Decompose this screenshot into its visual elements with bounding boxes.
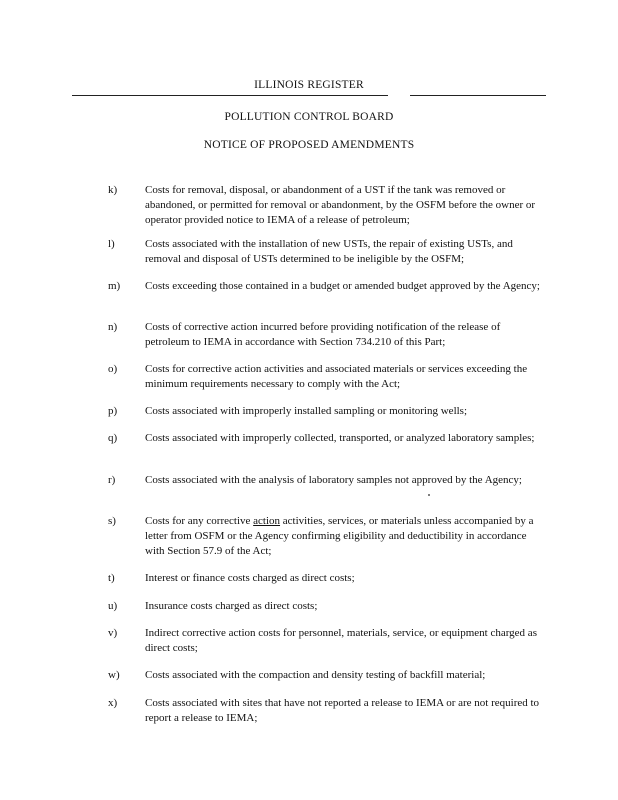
item-text: Costs exceeding those contained in a budget or amended budget approved by the Agency; (145, 280, 540, 292)
notice-title: NOTICE OF PROPOSED AMENDMENTS (203, 139, 415, 151)
item-text-after: activities, services, or materials unless accompanied by a letter from OSFM or the Agency confirming eligibility and deductibility in accordance with Section 57.9 of the Act; (145, 515, 534, 557)
item-text: Costs associated with the analysis of laboratory samples not approved by the Agency; (145, 474, 522, 486)
item-letter: x) (108, 697, 118, 709)
item-letter: v) (108, 627, 118, 639)
item-text: Costs associated with improperly installed sampling or monitoring wells; (145, 405, 468, 417)
item-letter: n) (108, 321, 118, 333)
item-text-before: Costs for any corrective (145, 515, 254, 527)
item-text: Costs of corrective action incurred before providing notification of the release of petroleum to IEMA in accordance with Section 734.210 of this Part; (145, 321, 501, 348)
item-letter: r) (108, 474, 116, 486)
item-letter: t) (108, 572, 115, 584)
item-text: Insurance costs charged as direct costs; (145, 600, 318, 612)
item-text-underlined: action (253, 515, 281, 527)
item-text: Indirect corrective action costs for personnel, materials, service, or equipment charged as direct costs; (145, 627, 537, 654)
register-title: ILLINOIS REGISTER (254, 79, 364, 91)
item-text: Costs associated with the compaction and density testing of backfill material; (145, 669, 486, 681)
item-letter: w) (108, 669, 120, 681)
item-text: Costs associated with sites that have not reported a release to IEMA or are not required to report a release to IEMA; (145, 697, 540, 724)
header-rule-left (72, 95, 388, 96)
item-letter: o) (108, 363, 118, 375)
item-text: Costs associated with improperly collected, transported, or analyzed laboratory samples; (145, 432, 535, 444)
board-title: POLLUTION CONTROL BOARD (224, 111, 394, 123)
item-letter: q) (108, 432, 118, 444)
item-text: Costs associated with the installation of new USTs, the repair of existing USTs, and removal and disposal of USTs determined to be ineligible by the OSFM; (145, 238, 513, 265)
item-letter: l) (108, 238, 115, 250)
item-text (145, 514, 540, 559)
header-rule-right (410, 95, 546, 96)
item-letter: u) (108, 600, 118, 612)
item-letter: m) (108, 280, 121, 292)
item-letter: k) (108, 184, 118, 196)
item-letter: s) (108, 515, 116, 527)
item-letter: p) (108, 405, 118, 417)
speck (428, 494, 430, 496)
item-text: Interest or finance costs charged as direct costs; (145, 572, 355, 584)
item-text: Costs for removal, disposal, or abandonment of a UST if the tank was removed or abandoned, or permitted for removal or abandonment, by the OSFM before the owner or operator provided notice to IEMA of a release of petroleum; (145, 184, 536, 226)
item-text: Costs for corrective action activities and associated materials or services exceeding the minimum requirements necessary to comply with the Act; (145, 363, 528, 390)
